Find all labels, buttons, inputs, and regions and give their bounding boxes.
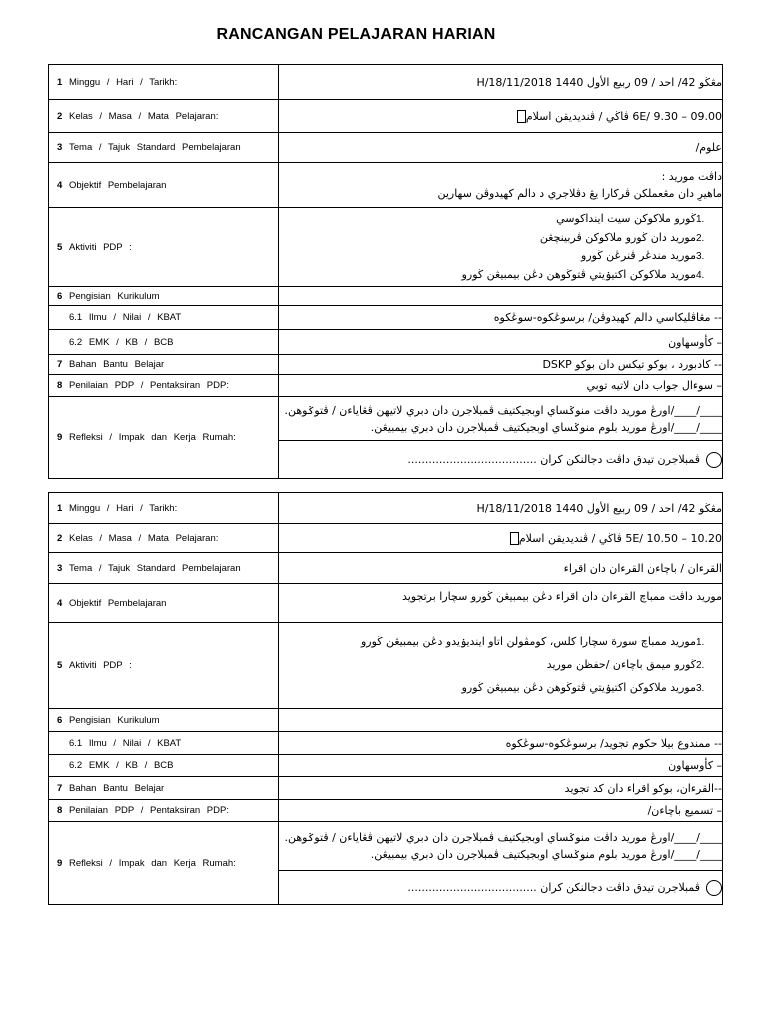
label-penilaian: 8 Penilaian PDP / Pentaksiran PDP:: [49, 375, 279, 397]
value-pengisian: [279, 709, 723, 732]
value-aktiviti: [279, 208, 723, 287]
checkbox-icon: [517, 110, 526, 123]
label-bahan: 7 Bahan Bantu Belajar: [49, 355, 279, 375]
page-title: RANCANGAN PELAJARAN HARIAN: [216, 26, 496, 43]
label-emk: 6.2 EMK / KB / BCB: [49, 755, 279, 777]
value-refleksi: ____/____/اورڠ موريد داڤت منوݢساي اوبجيكتيف ڤمبلاجرن دان دبري لاتيهن ڤڠاياءن / ڤتوݢوهن. ____/____/اورڠ موريد بلوم منوݢساي اوبجيكتيف ڤمبلاجرن دان دبري بيمبيڠن.: [279, 397, 723, 441]
label-kelas: 2 Kelas / Masa / Mata Pelajaran:: [49, 100, 279, 133]
value-refleksi: ____/____/اورڠ موريد داڤت منوݢساي اوبجيكتيف ڤمبلاجرن دان دبري لاتيهن ڤڠاياءن / ڤتوݢوهن. ____/____/اورڠ موريد بلوم منوݢساي اوبجيكتيف ڤمبلاجرن دان دبري بيمبيڠن.: [279, 822, 723, 871]
value-aktiviti: [279, 623, 723, 709]
circle-checkbox-icon[interactable]: [706, 452, 722, 468]
circle-checkbox-icon[interactable]: [706, 880, 722, 896]
label-tema: 3 Tema / Tajuk Standard Pembelajaran: [49, 553, 279, 584]
value-refleksi-cancel: ڤمبلاجرن تيدق داڤت دجالنكن كران .....................................: [279, 871, 723, 905]
value-emk: – كأوسهاون: [279, 755, 723, 777]
value-penilaian: – سوءال جواب دان لاتيه توبي: [279, 375, 723, 397]
list-item: 4.موريد ملاكوكن اكتيۏيتي ڤتوڬوهن دڠن بيمبيڠن ڬورو: [461, 267, 705, 281]
lesson-plan-1: [48, 64, 723, 479]
label-minggu: 1 Minggu / Hari / Tarikh:: [49, 493, 279, 524]
label-aktiviti: 5 Aktiviti PDP :: [49, 208, 279, 287]
value-minggu: مڠڬو 42/ احد / 09 ربيع الأول 1440 H/18/11/2018: [279, 65, 723, 100]
label-bahan: 7 Bahan Bantu Belajar: [49, 777, 279, 800]
label-refleksi: 9 Refleksi / Impak dan Kerja Rumah:: [49, 397, 279, 479]
label-tema: 3 Tema / Tajuk Standard Pembelajaran: [49, 133, 279, 163]
label-objektif: 4 Objektif Pembelajaran: [49, 163, 279, 208]
value-penilaian: – تسميع باچاءن/: [279, 800, 723, 822]
list-item: 1.ڬورو ملاكوكن سيت اينداكوسي: [556, 212, 705, 225]
label-ilmu: 6.1 Ilmu / Nilai / KBAT: [49, 306, 279, 330]
value-pengisian: [279, 287, 723, 306]
label-objektif: 4 Objektif Pembelajaran: [49, 584, 279, 623]
value-objektif: داڤت موريد : ماهيرِ دان مڠعملكن ڤركارا يڠ دڤلاجري د دالم كهيدوڤن سهارين: [279, 163, 723, 208]
value-tema: علوم/: [279, 133, 723, 163]
list-item: 3.موريد ملاكوكن اكتيۏيتي ڤتوڬوهن دڠن بيمبيڠن ڬورو: [461, 681, 705, 694]
lesson-plan-2: [48, 492, 723, 905]
value-ilmu: -- ممندوع بيلا حكوم تجويد/ برسوڠكوه-سوڠكوه: [279, 732, 723, 755]
label-kelas: 2 Kelas / Masa / Mata Pelajaran:: [49, 524, 279, 553]
value-emk: – كأوسهاون: [279, 330, 723, 355]
list-item: 1.موريد ممباچ سورة سچارا كلس، كومڤولن اتاو اينديۏيدو دڠن بيمبيڠن ڬورو: [360, 635, 705, 648]
value-minggu: مڠڬو 42/ احد / 09 ربيع الأول 1440 H/18/11/2018: [279, 493, 723, 524]
checkbox-icon: [510, 532, 519, 545]
label-penilaian: 8 Penilaian PDP / Pentaksiran PDP:: [49, 800, 279, 822]
label-refleksi: 9 Refleksi / Impak dan Kerja Rumah:: [49, 822, 279, 905]
value-tema: القرءان / باچاءن القرءان دان اقراء: [279, 553, 723, 584]
list-item: 2.موريد دان ڬورو ملاكوكن ڤربينچڠن: [539, 230, 705, 244]
value-refleksi-cancel: ڤمبلاجرن تيدق داڤت دجالنكن كران .....................................: [279, 441, 723, 479]
label-ilmu: 6.1 Ilmu / Nilai / KBAT: [49, 732, 279, 755]
value-bahan: -- كادبورد ، بوكو تيكس دان بوكو DSKP: [279, 355, 723, 375]
label-emk: 6.2 EMK / KB / BCB: [49, 330, 279, 355]
list-item: 2.ڬورو ميمق باچاءن /حفظن موريد: [546, 658, 705, 671]
value-kelas: 6E/ 9.30 – 09.00 ڤاڬي / ڤنديديقن اسلام: [279, 100, 723, 133]
value-objektif: موريد داڤت ممباچ القرءان دان اقراء دڠن بيمبيڠن ڬورو سچارا برتجويد: [279, 584, 723, 623]
label-pengisian: 6 Pengisian Kurikulum: [49, 709, 279, 732]
activity-list: [279, 631, 722, 700]
list-item: 3.موريد مندڠر ڤنرڠن ڬورو: [581, 249, 705, 262]
label-aktiviti: 5 Aktiviti PDP :: [49, 623, 279, 709]
activity-list: [279, 210, 722, 284]
label-pengisian: 6 Pengisian Kurikulum: [49, 287, 279, 306]
value-bahan: --القرءان، بوكو اقراء دان كد تجويد: [279, 777, 723, 800]
label-minggu: 1 Minggu / Hari / Tarikh:: [49, 65, 279, 100]
value-ilmu: -- مڠاڤليكاسي دالم كهيدوڤن/ برسوڠكوه-سوڠكوه: [279, 306, 723, 330]
value-kelas: 5E/ 10.50 – 10.20 ڤاڬي / ڤنديديقن اسلام: [279, 524, 723, 553]
